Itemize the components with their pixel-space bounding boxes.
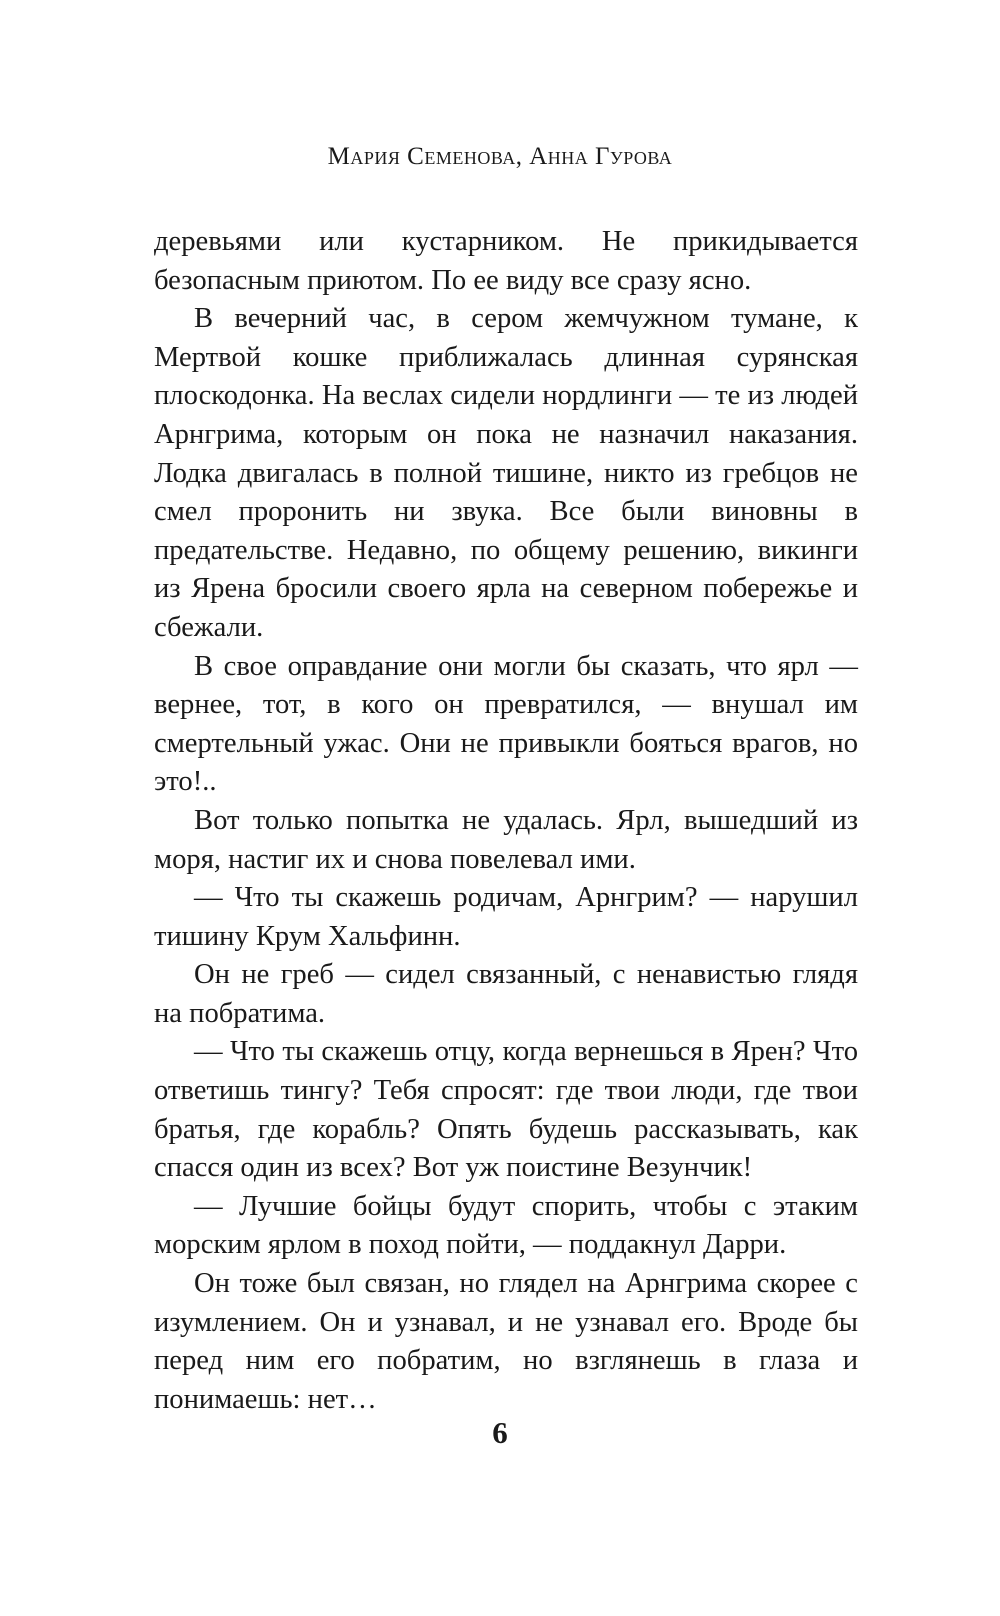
paragraph: Вот только попытка не удалась. Ярл, вышедший из моря, настиг их и снова повелевал ими. (154, 804, 858, 875)
paragraph: Он тоже был связан, но глядел на Арнгрима скорее с изумлением. Он и узнавал, и не узнавал его. Вроде бы перед ним его побратим, но взглянешь в глаза и понимаешь: нет… (154, 1268, 858, 1415)
paragraph: — Что ты скажешь родичам, Арнгрим? — нарушил тишину Крум Хальфинн. (154, 882, 858, 952)
paragraph: деревьями или кустарником. Не прикидывается безопасным приютом. По ее виду все сразу ясно. (154, 226, 858, 296)
paragraph: В свое оправдание они могли бы сказать, что ярл — вернее, тот, в кого он превратился, — внушал им смертельный ужас. Они не привыкли бояться врагов, но это!.. (154, 650, 858, 798)
body-text (154, 223, 858, 1419)
paragraph: Он не греб — сидел связанный, с ненавистью глядя на побратима. (154, 959, 858, 1029)
running-head: Мария Семенова, Анна Гурова (327, 143, 673, 170)
paragraph: В вечерний час, в сером жемчужном тумане, к Мертвой кошке приближалась длинная сурянская плоскодонка. На веслах сидели нордлинги — те из людей Арнгрима, которым он пока не назначил наказания. Лодка двигалась в полной тишине, никто из гребцов не смел проронить ни звука. Все были виновны в предательстве. Недавно, по общему решению, викинги из Ярена бросили своего ярла на северном побережье и сбежали. (154, 303, 858, 643)
paragraph: — Лучшие бойцы будут спорить, чтобы с этаким морским ярлом в поход пойти, — поддакнул Дарри. (154, 1190, 858, 1261)
paragraph: — Что ты скажешь отцу, когда вернешься в Ярен? Что ответишь тингу? Тебя спросят: где твои люди, где твои братья, где корабль? Опять будешь рассказывать, как спасся один из всех? Вот уж поистине Везунчик! (154, 1036, 858, 1184)
page-number: 6 (492, 1415, 508, 1450)
